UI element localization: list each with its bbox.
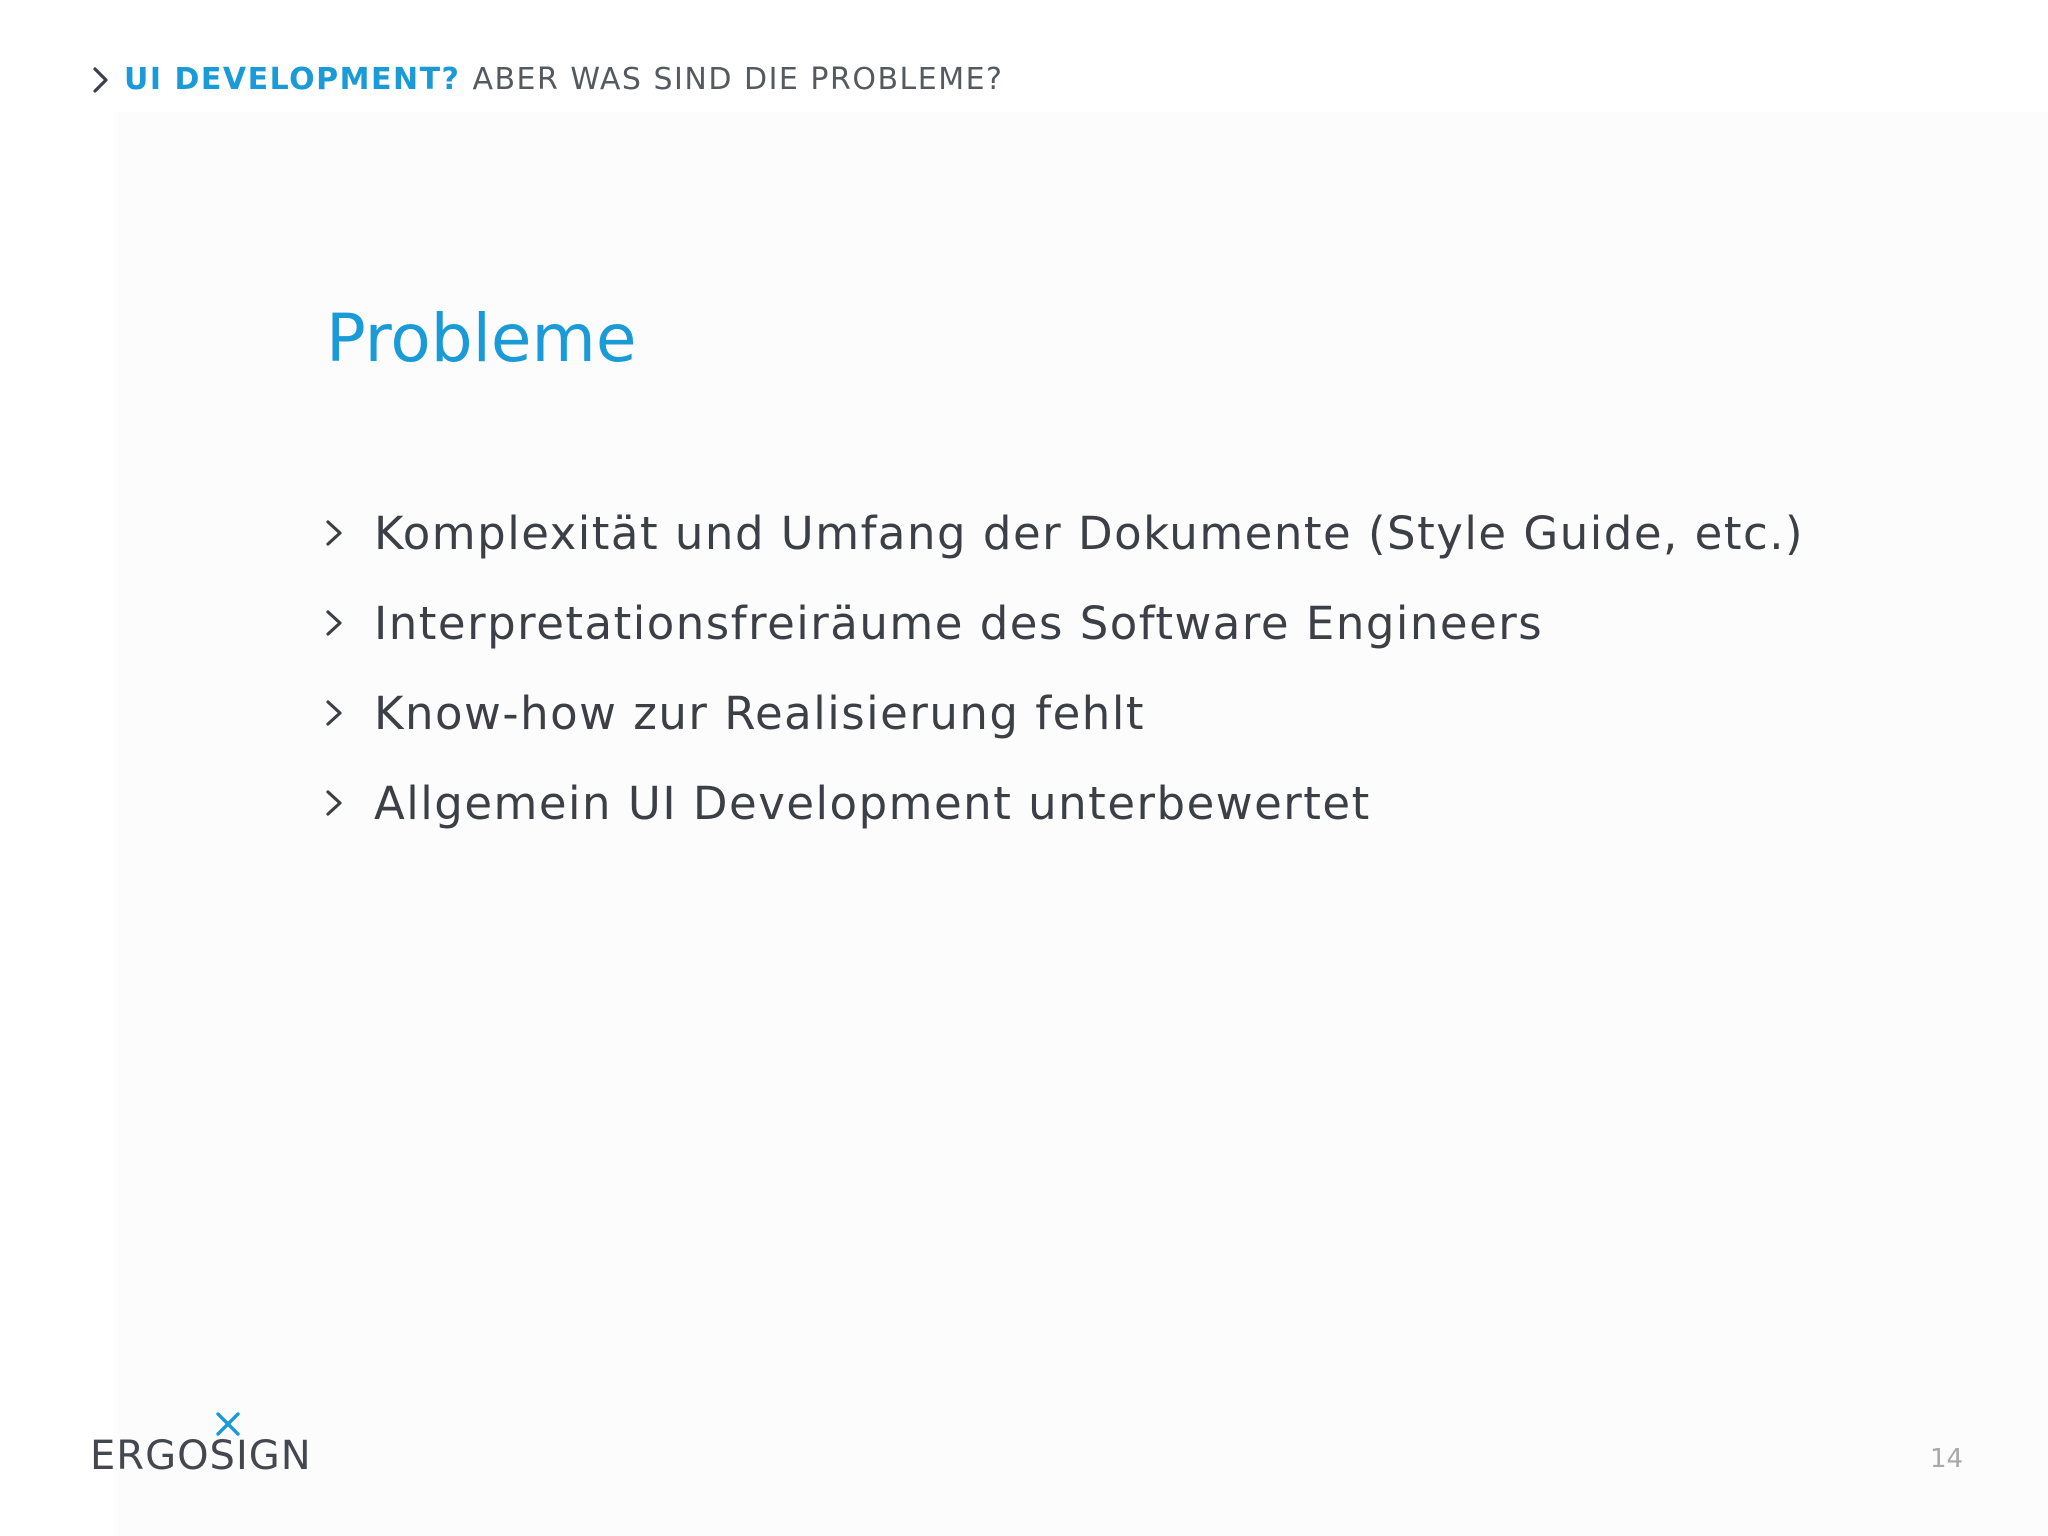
bullet-list [322,488,1804,848]
logo-wordmark: ERGOSIGN [90,1433,312,1479]
chevron-right-icon [322,516,346,550]
ergosign-logo [90,1400,312,1480]
chevron-right-icon [322,786,346,820]
list-item [322,488,1804,578]
page-number: 14 [1930,1444,1964,1474]
page-title: Probleme [326,300,637,377]
list-item [322,758,1804,848]
breadcrumb [90,62,1003,97]
list-item-text: Interpretationsfreiräume des Software Engineers [374,596,1544,650]
list-item-text: Allgemein UI Development unterbewertet [374,776,1371,830]
list-item-text: Know-how zur Realisierung fehlt [374,686,1145,740]
list-item [322,668,1804,758]
breadcrumb-topic: ABER WAS SIND DIE PROBLEME? [472,62,1004,97]
chevron-right-icon [322,606,346,640]
list-item [322,578,1804,668]
chevron-right-icon [90,65,112,95]
chevron-right-icon [322,696,346,730]
breadcrumb-section: UI DEVELOPMENT? [124,62,461,97]
list-item-text: Komplexität und Umfang der Dokumente (Style Guide, etc.) [374,506,1805,560]
